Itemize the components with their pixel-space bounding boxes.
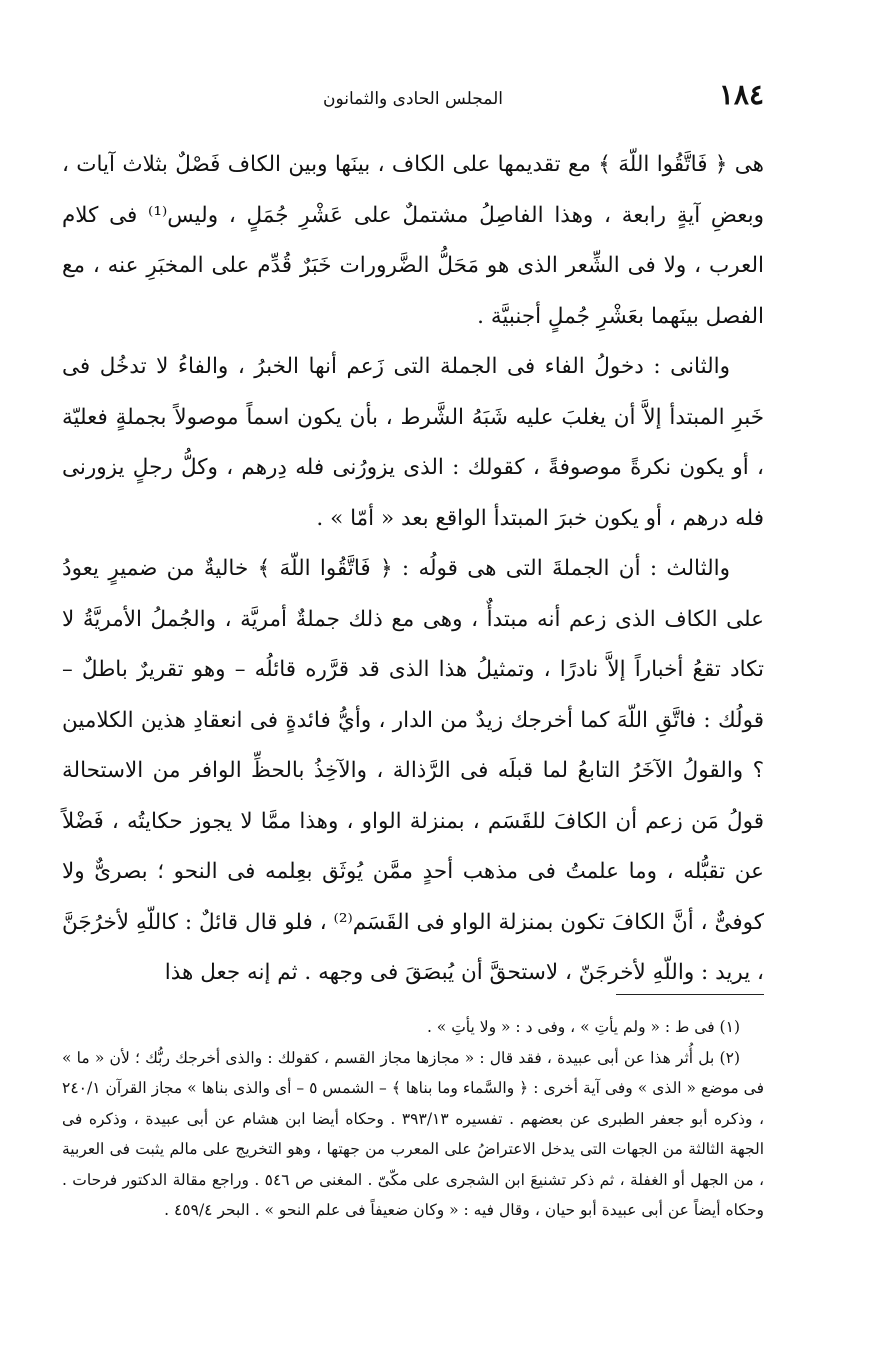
chapter-title: المجلس الحادى والثمانون (323, 89, 503, 109)
running-head (62, 78, 764, 118)
paragraph: والثانى : دخولُ الفاء فى الجملة التى زَعم أنها الخبرُ ، والفاءُ لا تدخُل فى خَبرِ المبتدأ إلاَّ أن يغلبَ عليه شَبَهُ الشَّرط ، بأن يكون اسماً موصولاً بجملةٍ فعليّة ، أو يكون نكرةً موصوفةً ، كقولك : الذى يزورُنى فله دِرهم ، وكلُّ رجلٍ يزورنى فله درهم ، أو يكون خبرَ المبتدأ الواقع بعد « أمّا » . (62, 354, 764, 531)
paragraph: هى ﴿ فَاتَّقُوا اللّهَ ﴾ مع تقديمها على الكاف ، بينَها وبين الكاف فَصْلٌ بثلاث آيات ، وبعضِ آيةٍ رابعة ، وهذا الفاصِلُ مشتملٌ على عَشْرِ جُمَلٍ ، وليس⁽¹⁾ فى كلام العرب ، ولا فى الشِّعر الذى هو مَحَلُّ الضَّرورات خَبَرٌ قُدِّم على المخبَرِ عنه ، مع الفصل بينَهما بعَشْرِ جُملٍ أجنبيَّة . (62, 152, 764, 329)
main-text (62, 140, 764, 999)
page-number: ١٨٤ (718, 78, 764, 111)
footnote: (١) فى ط : « ولم يأتِ » ، وفى د : « ولا يأتِ » . (426, 1018, 740, 1036)
paragraph: والثالث : أن الجملةَ التى هى قولُه : ﴿ فَاتَّقُوا اللّهَ ﴾ خاليةٌ من ضميرٍ يعودُ على الكاف الذى زعم أنه مبتدأٌ ، وهى مع ذلك جملةٌ أمريَّة ، والجُملُ الأمريَّةُ لا تكاد تقعُ أخباراً إلاَّ نادرًا ، وتمثيلُ هذا الذى قد قرَّره قائلُه – وهو تقريرٌ باطلٌ – قولُك : فاتَّقِ اللّهَ كما أخرجك زيدٌ من الدار ، وأيُّ فائدةٍ فى انعقادِ هذين الكلامين ؟ والقولُ الآخَرُ التابعُ لما قبلَه فى الرَّذالة ، والآخِذُ بالحظِّ الوافر من الاستحالة قولُ مَن زعم أن الكافَ للقَسَم ، بمنزلة الواو ، وهذا ممَّا لا يجوز حكايتُه ، فَضْلاً عن تقبُّله ، وما علمتُ فى مذهب أحدٍ ممَّن يُوثَق بعِلمه فى النحو ؛ بصرىٌّ ولا كوفىٌّ ، أنَّ الكافَ تكون بمنزلة الواو فى القَسَم⁽²⁾ ، فلو قال قائلٌ : كاللّهِ لأخرُجَنَّ ، يريد : واللّهِ لأخرجَنّ ، لاستحقَّ أن يُبصَقَ فى وجهه . ثم إنه جعل هذا (62, 556, 764, 985)
footnotes (62, 1012, 764, 1226)
footnote-separator (616, 994, 764, 995)
footnote: (٢) بل أُثر هذا عن أبى عبيدة ، فقد قال : « مجازها مجاز القسم ، كقولك : والذى أخرجك ربُّك ؛ لأن « ما » فى موضع « الذى » وفى آية أخرى : ﴿ والسَّماء وما بناها ﴾ – الشمس ٥ – أى والذى بناها » مجاز القرآن ٢٤٠/١ ، وذكره أبو جعفر الطبرى عن بعضهم . تفسيره ٣٩٣/١٣ . وحكاه أيضا ابن هشام عن أبى عبيدة ، وذكره فى الجهة الثالثة من الجهات التى يدخل الاعتراضُ على المعرب من جهتها ، وهو التخريج على مالم يثبت فى العربية ، من الجهل أو الغفلة ، ثم ذكر تشنيعَ ابن الشجرى على مكّىّ . المغنى ص ٥٤٦ . وراجع مقالة الدكتور فرحات . وحكاه أيضاً عن أبى عبيدة أبو حيان ، وقال فيه : « وكان ضعيفاً فى علم النحو » . البحر ٤٥٩/٤ . (62, 1048, 765, 1219)
